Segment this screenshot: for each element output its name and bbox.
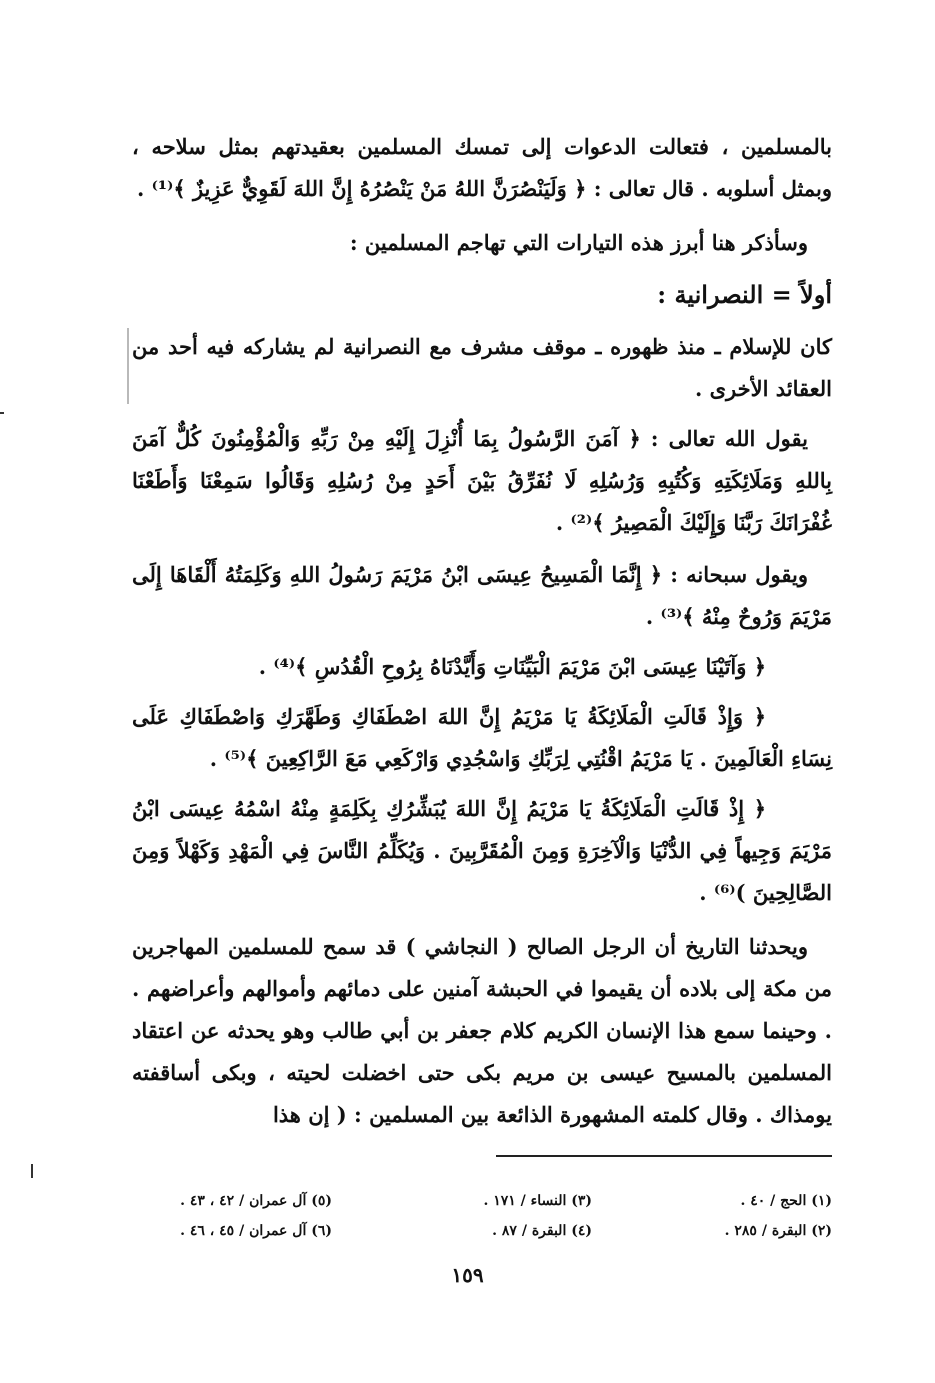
verse-block-1: يقول الله تعالى : ﴿ آمَنَ الرَّسُولُ بِمَا أُنْزِلَ إِلَيْهِ مِنْ رَبِّهِ وَالْمُؤْمِنُونَ كُلٌّ آمَنَ بِاللهِ وَمَلَائِكَتِهِ وَكُتُبِهِ وَرُسُلِهِ لَا نُفَرِّقُ بَيْنَ أَحَدٍ مِنْ رُسُلِهِ وَقَالُوا سَمِعْنَا وَأَطَعْنَا غُفْرَانَكَ رَبَّنَا وَإِلَيْكَ الْمَصِيرُ ﴾⁽²⁾ . (132, 426, 832, 535)
scan-edge-mark (0, 412, 4, 414)
footnote-6: (٦) آل عمران / ٤٥ ، ٤٦ . (180, 1223, 332, 1239)
footnote-3: (٣) النساء / ١٧١ . (483, 1193, 592, 1209)
paragraph-margin-line (127, 328, 129, 404)
footnote-5: (٥) آل عمران / ٤٢ ، ٤٣ . (180, 1193, 332, 1209)
stance-paragraph: كان للإسلام ـ منذ ظهوره ـ موقف مشرف مع النصرانية لم يشاركه فيه أحد من العقائد الأخرى . (132, 334, 832, 401)
verse-block-3: ﴿ وَآتَيْنَا عِيسَى ابْنَ مَرْيَمَ الْبَيِّنَاتِ وَأَيَّدْنَاهُ بِرُوحِ الْقُدُسِ ﴾⁽⁴⁾ . (258, 654, 766, 679)
scan-edge-mark (31, 1164, 33, 1178)
page-number: ١٥٩ (451, 1263, 484, 1287)
intro-paragraph: بالمسلمين ، فتعالت الدعوات إلى تمسك المسلمين بعقيدتهم بمثل سلاحه ، وبمثل أسلوبه . قال تعالى : ﴿ وَلَيَنْصُرَنَّ اللهُ مَنْ يَنْصُرُهُ إِنَّ اللهَ لَقَوِيٌّ عَزِيزٌ ﴾⁽¹⁾ . (132, 134, 832, 201)
verse-block-5: ﴿ إِذْ قَالَتِ الْمَلَائِكَةُ يَا مَرْيَمُ إِنَّ اللهَ يُبَشِّرُكِ بِكَلِمَةٍ مِنْهُ اسْمُهُ عِيسَى ابْنُ مَرْيَمَ وَجِيهاً فِي الدُّنْيَا وَالْآخِرَةِ وَمِنَ الْمُقَرَّبِينَ . وَيُكَلِّمُ النَّاسَ فِي الْمَهْدِ وَكَهْلاً وَمِنَ الصَّالِحِينَ )⁽⁶⁾ . (132, 796, 832, 905)
footnote-1: (١) الحج / ٤٠ . (740, 1193, 832, 1209)
footnote-2: (٢) البقرة / ٢٨٥ . (724, 1223, 832, 1239)
verse-block-2: ويقول سبحانه : ﴿ إِنَّمَا الْمَسِيحُ عِيسَى ابْنُ مَرْيَمَ رَسُولُ اللهِ وَكَلِمَتُهُ أَلْقَاهَا إِلَى مَرْيَمَ وَرُوحٌ مِنْهُ ﴾⁽³⁾ . (132, 562, 832, 629)
footnote-4: (٤) البقرة / ٨٧ . (492, 1223, 592, 1239)
mention-paragraph: وسأذكر هنا أبرز هذه التيارات التي تهاجم المسلمين : (349, 230, 808, 255)
verse-block-4: ﴿ وَإِذْ قَالَتِ الْمَلَائِكَةُ يَا مَرْيَمُ إِنَّ اللهَ اصْطَفَاكِ وَطَهَّرَكِ وَاصْطَفَاكِ عَلَى نِسَاءِ الْعَالَمِينَ . يَا مَرْيَمُ اقْنُتِي لِرَبِّكِ وَاسْجُدِي وَارْكَعِي مَعَ الرَّاكِعِينَ ﴾⁽⁵⁾ . (132, 704, 832, 771)
footnote-separator (496, 1155, 832, 1157)
footnotes (132, 1188, 832, 1248)
history-paragraph: ويحدثنا التاريخ أن الرجل الصالح ( النجاشي ) قد سمح للمسلمين المهاجرين من مكة إلى بلاده أن يقيموا في الحبشة آمنين على دمائهم وأموالهم وأعراضهم . . وحينما سمع هذا الإنسان الكريم كلام جعفر بن أبي طالب وهو يحدثه عن اعتقاد المسلمين بالمسيح عيسى بن مريم بكى حتى اخضلت لحيته ، وبكى أساقفته يومذاك . وقال كلمته المشهورة الذائعة بين المسلمين : ( إن هذا (132, 934, 832, 1127)
section-heading: أولاً = النصرانية : (657, 280, 832, 309)
